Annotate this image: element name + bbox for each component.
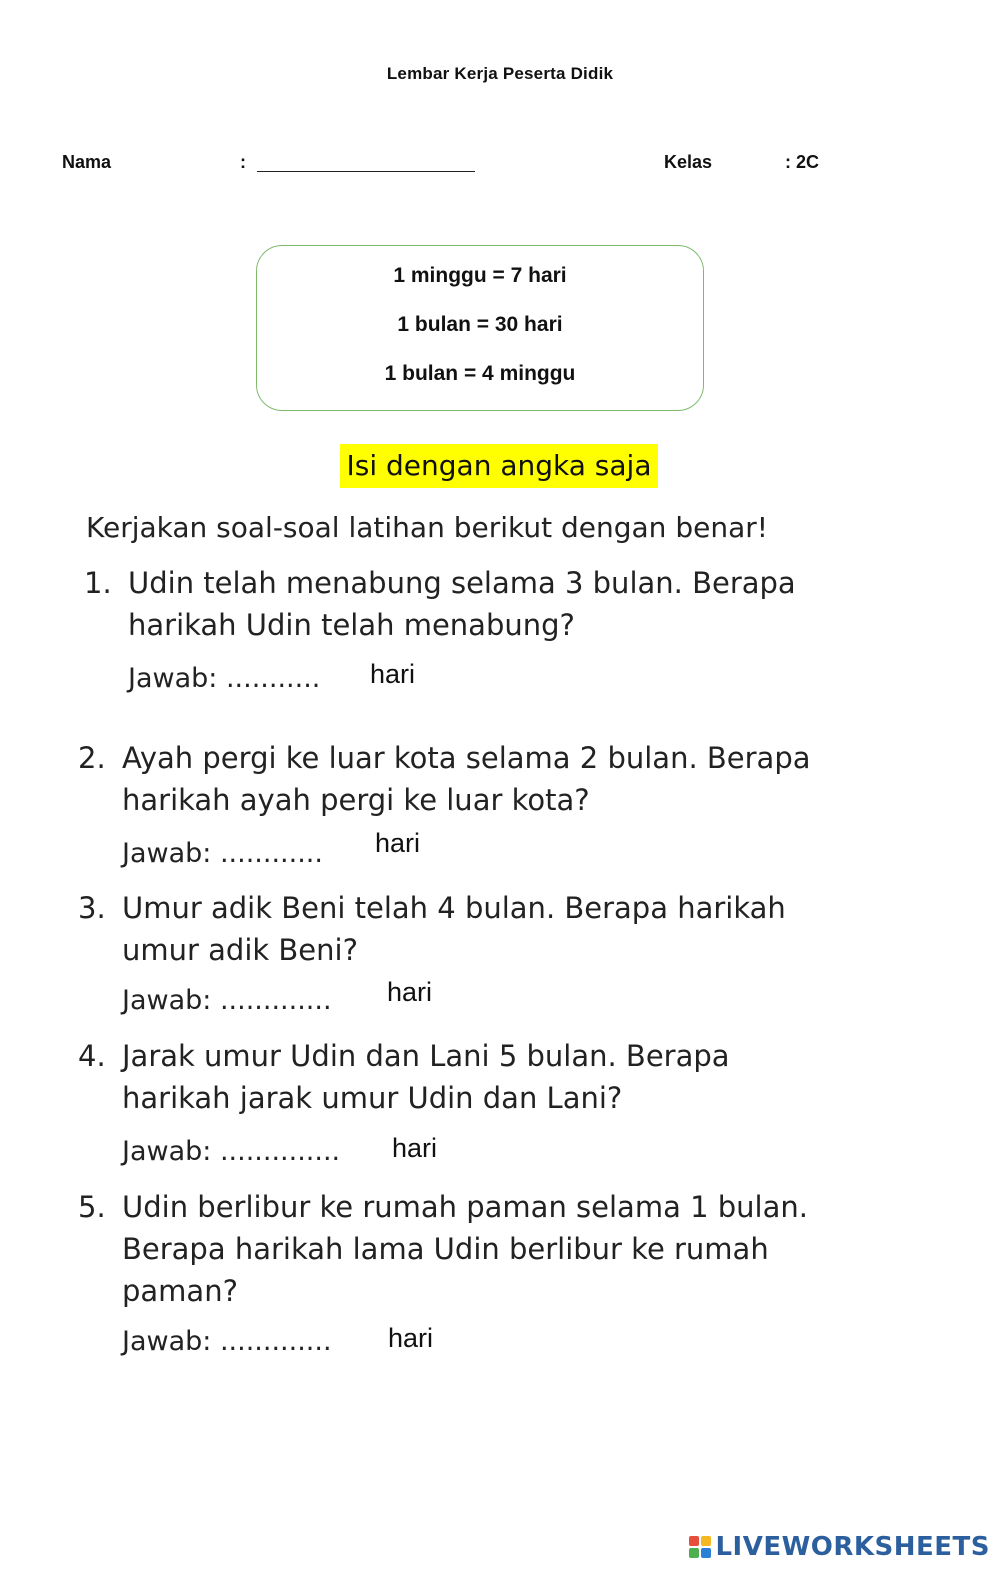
question-text: Udin berlibur ke rumah paman selama 1 bulan. xyxy=(122,1190,808,1224)
question-text: Umur adik Beni telah 4 bulan. Berapa harikah xyxy=(122,891,786,925)
question-number: 3. xyxy=(78,891,106,925)
worksheet-title: Lembar Kerja Peserta Didik xyxy=(386,64,614,83)
question-text: harikah jarak umur Udin dan Lani? xyxy=(122,1081,623,1115)
highlight-note: Isi dengan angka saja xyxy=(340,444,658,488)
logo-square-icon xyxy=(689,1548,699,1558)
class-value: : 2C xyxy=(785,152,820,172)
question-text: harikah Udin telah menabung? xyxy=(128,608,575,642)
name-colon: : xyxy=(240,152,246,172)
liveworksheets-logo xyxy=(689,1532,990,1562)
conversion-line: 1 bulan = 30 hari xyxy=(397,313,563,336)
conversion-line: 1 minggu = 7 hari xyxy=(393,264,567,287)
question-5 xyxy=(78,1186,808,1312)
answer-unit: hari xyxy=(392,1133,438,1163)
conversion-box xyxy=(256,245,704,411)
question-text: umur adik Beni? xyxy=(122,933,358,967)
question-text: harikah ayah pergi ke luar kota? xyxy=(122,783,590,817)
question-3 xyxy=(78,887,786,971)
question-number: 4. xyxy=(78,1039,106,1073)
question-2 xyxy=(78,737,811,821)
question-text: paman? xyxy=(122,1274,238,1308)
class-label: Kelas xyxy=(664,152,713,172)
conversion-line: 1 bulan = 4 minggu xyxy=(384,362,576,385)
question-number: 1. xyxy=(84,566,112,600)
question-text: Udin telah menabung selama 3 bulan. Berapa xyxy=(128,566,796,600)
answer-unit: hari xyxy=(370,659,416,689)
answer-field-2[interactable]: Jawab: ............ xyxy=(122,838,323,869)
logo-square-icon xyxy=(701,1548,711,1558)
instruction: Kerjakan soal-soal latihan berikut dengan benar! xyxy=(86,511,768,544)
logo-mark-icon xyxy=(689,1536,711,1558)
name-input-line[interactable] xyxy=(257,171,475,172)
answer-field-3[interactable]: Jawab: ............. xyxy=(122,985,332,1016)
answer-field-4[interactable]: Jawab: .............. xyxy=(122,1136,341,1167)
answer-field-1[interactable]: Jawab: ........... xyxy=(128,663,321,694)
logo-square-icon xyxy=(701,1536,711,1546)
question-number: 2. xyxy=(78,741,106,775)
name-label: Nama xyxy=(62,152,112,172)
question-4 xyxy=(78,1035,730,1119)
question-1 xyxy=(84,562,796,646)
question-number: 5. xyxy=(78,1190,106,1224)
question-text: Jarak umur Udin dan Lani 5 bulan. Berapa xyxy=(122,1039,730,1073)
answer-unit: hari xyxy=(388,1323,434,1353)
logo-text: LIVEWORKSHEETS xyxy=(715,1532,990,1562)
answer-unit: hari xyxy=(387,977,433,1007)
logo-square-icon xyxy=(689,1536,699,1546)
question-text: Berapa harikah lama Udin berlibur ke rumah xyxy=(122,1232,769,1266)
answer-unit: hari xyxy=(375,828,421,858)
answer-field-5[interactable]: Jawab: ............. xyxy=(122,1326,332,1357)
question-text: Ayah pergi ke luar kota selama 2 bulan. Berapa xyxy=(122,741,811,775)
